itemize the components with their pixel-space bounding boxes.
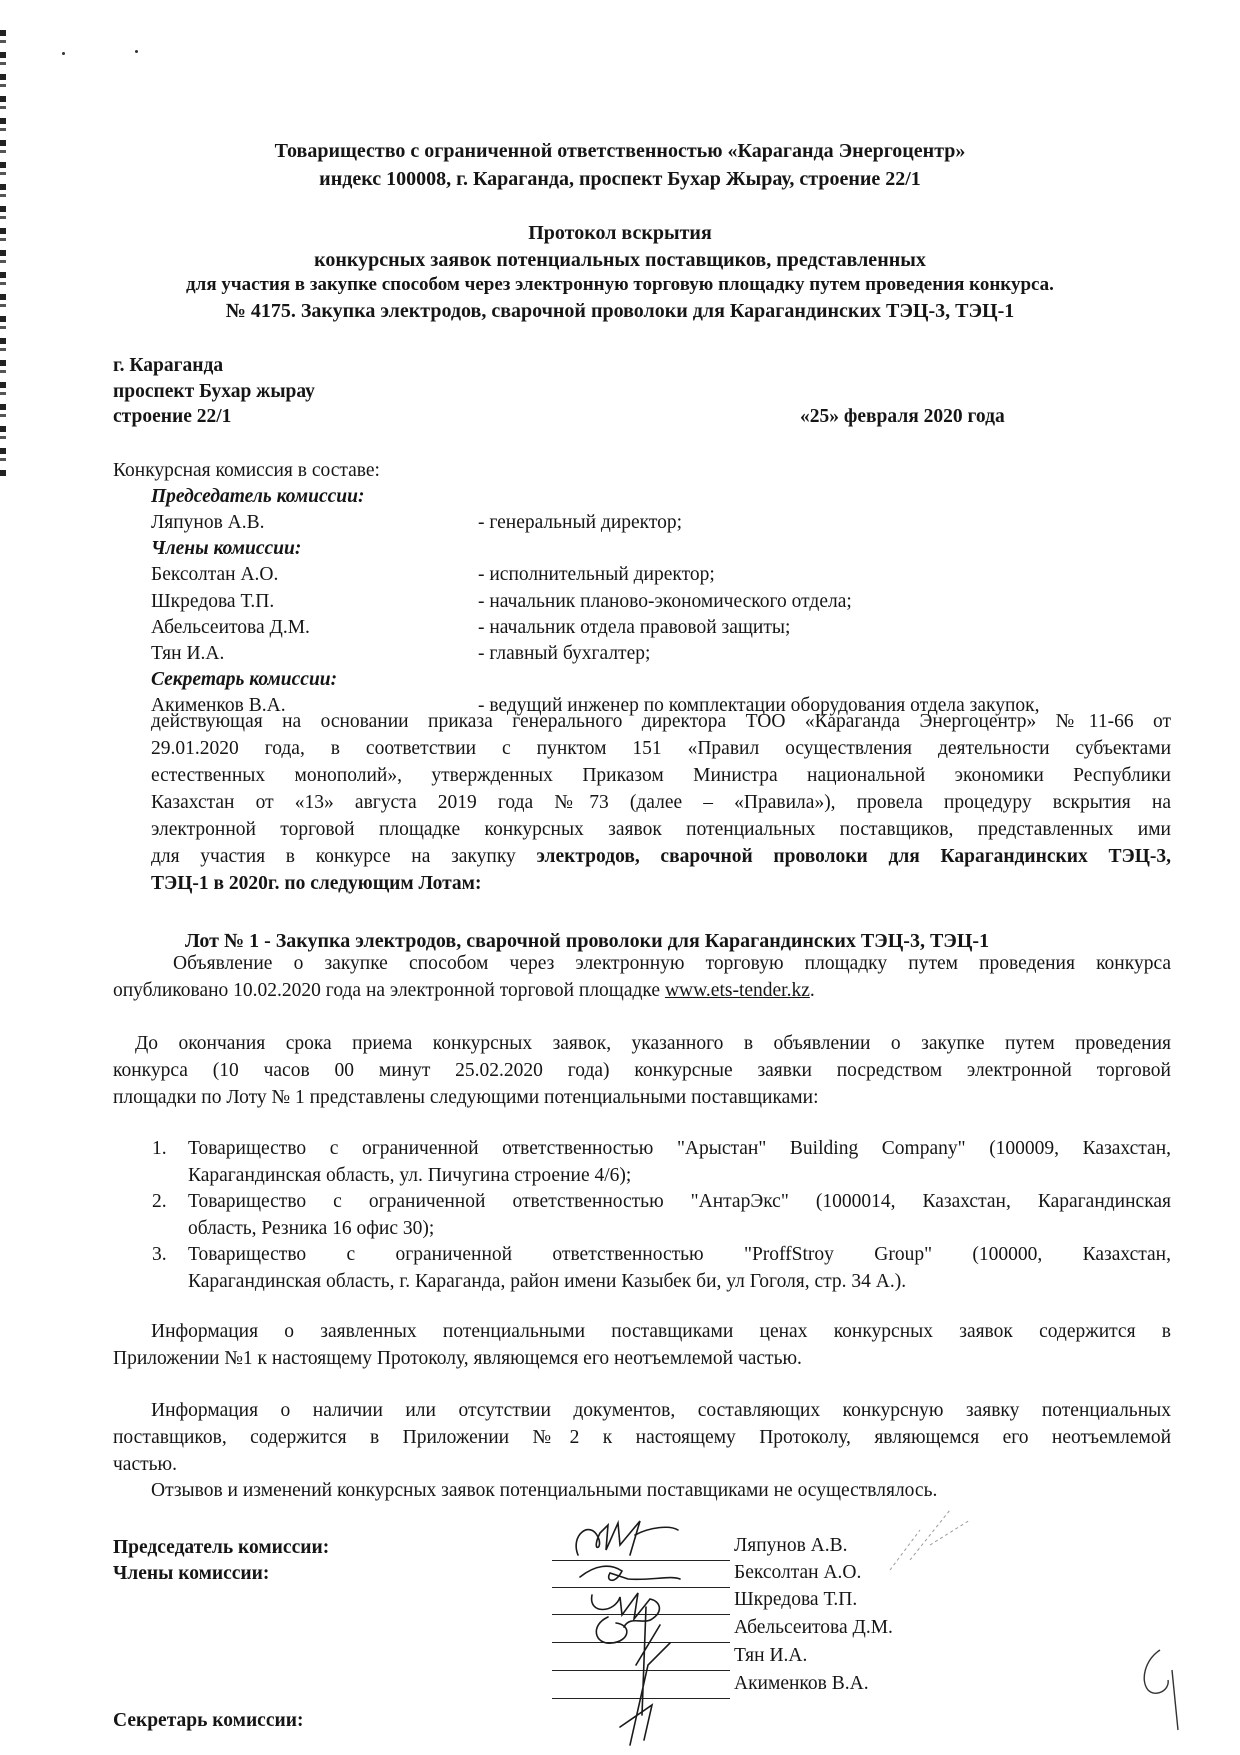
paragraph-line: Казахстан от «13» августа 2019 года №73 (далее – «Правила»), провела процедуру вскрытия на (151, 792, 1171, 813)
commission-intro: Конкурсная комиссия в составе: (113, 460, 380, 481)
chair-heading: Председатель комиссии: (151, 486, 365, 507)
document-date: «25» февраля 2020 года (800, 406, 1005, 427)
member-role: - главный бухгалтер; (478, 643, 651, 664)
title-line-4: № 4175. Закупка электродов, сварочной проволоки для Карагандинских ТЭЦ-3, ТЭЦ-1 (225, 300, 1015, 322)
supplier-line: Товарищество с ограниченной ответственностью "ProffStroy Group" (100000, Казахстан, (188, 1244, 1171, 1265)
member-name: Тян И.А. (151, 643, 225, 664)
place-street: проспект Бухар жырау (113, 381, 315, 402)
member-name: Бексолтан А.О. (151, 564, 279, 585)
paragraph-line: площадки по Лоту № 1 представлены следующими потенциальными поставщиками: (113, 1087, 819, 1108)
paragraph-line: частью. (113, 1454, 177, 1475)
document-title: Протокол вскрытия (528, 222, 712, 244)
deadline-paragraph (113, 1030, 1171, 1111)
signatory-name: Тян И.А. (734, 1645, 808, 1666)
scan-speck (135, 50, 138, 53)
paragraph-text: для участия в конкурсе на закупку (151, 846, 537, 867)
paragraph-text: опубликовано 10.02.2020 года на электронной торговой площадке (113, 980, 665, 1001)
supplier-line: Товарищество с ограниченной ответственностью "АнтарЭкс" (1000014, Казахстан, Карагандинская (188, 1191, 1171, 1212)
list-number: 2. (152, 1191, 167, 1212)
signatory-name: Абельсеитова Д.М. (734, 1617, 893, 1638)
supplier-item (188, 1135, 1171, 1189)
scan-speck (62, 52, 65, 55)
paragraph-line: Информация о наличии или отсутствии документов, составляющих конкурсную заявку потенциальных (151, 1400, 1171, 1421)
supplier-line: Карагандинская область, г. Караганда, район имени Казыбек би, ул Гоголя, стр. 34 А.). (188, 1271, 907, 1292)
corner-mark (1130, 1640, 1190, 1740)
supplier-item (188, 1188, 1171, 1242)
secretary-role: - ведущий инженер по комплектации оборудования отдела закупок, (478, 695, 1040, 716)
paragraph-line: До окончания срока приема конкурсных заявок, указанного в объявлении о закупке путем проведения (135, 1033, 1171, 1054)
paragraph-line: Объявление о закупке способом через электронную торговую площадку путем проведения конкурса (173, 953, 1171, 974)
handwritten-signatures (560, 1515, 720, 1755)
chair-signature-label: Председатель комиссии: (113, 1537, 330, 1558)
members-heading: Члены комиссии: (151, 538, 302, 559)
secretary-heading: Секретарь комиссии: (151, 669, 338, 690)
paragraph-line: поставщиков, содержится в Приложении №2 к настоящему Протоколу, являющемся его неотъемлемой (113, 1427, 1171, 1448)
secretary-signature-label: Секретарь комиссии: (113, 1710, 304, 1731)
members-signature-label: Члены комиссии: (113, 1563, 270, 1584)
supplier-item (188, 1241, 1171, 1295)
info-documents-paragraph (113, 1397, 1171, 1478)
secretary-name: Акименков В.А. (151, 695, 286, 716)
paragraph-line: электронной торговой площадке конкурсных заявок потенциальных поставщиков, представленных ими (151, 819, 1171, 840)
supplier-line: Товарищество с ограниченной ответственностью "Арыстан" Building Company" (100009, Казахстан, (188, 1138, 1171, 1159)
place-city: г. Караганда (113, 355, 224, 376)
ets-tender-link[interactable]: www.ets-tender.kz (664, 980, 810, 1001)
signatory-name: Шкредова Т.П. (734, 1589, 858, 1610)
member-name: Шкредова Т.П. (151, 591, 275, 612)
paragraph-line: конкурса (10 часов 00 минут 25.02.2020 года) конкурсные заявки посредством электронной торговой (113, 1060, 1171, 1081)
paragraph-line (113, 977, 1171, 1004)
member-role: - исполнительный директор; (478, 564, 715, 585)
info-prices-paragraph (113, 1318, 1171, 1372)
paragraph-bold-text: электродов, сварочной проволоки для Карагандинских ТЭЦ-3, (536, 846, 1171, 867)
member-name: Абельсеитова Д.М. (151, 617, 310, 638)
paragraph-line: Приложении №1 к настоящему Протоколу, являющемся его неотъемлемой частью. (113, 1348, 802, 1369)
supplier-line: Карагандинская область, ул. Пичугина строение 4/6); (188, 1165, 632, 1186)
signatory-name: Бексолтан А.О. (734, 1562, 862, 1583)
procedure-paragraph (151, 708, 1171, 897)
member-role: - начальник отдела правовой защиты; (478, 617, 791, 638)
signatory-name: Ляпунов А.В. (734, 1535, 848, 1556)
paragraph-line: Информация о заявленных потенциальными поставщиками ценах конкурсных заявок содержится в (151, 1321, 1171, 1342)
paragraph-line: действующая на основании приказа генерального директора ТОО «Караганда Энергоцентр» №11-66 от (151, 711, 1171, 732)
supplier-line: область, Резника 16 офис 30); (188, 1218, 435, 1239)
paragraph-line: естественных монополий», утвержденных Приказом Министра национальной экономики Республики (151, 765, 1171, 786)
list-number: 1. (152, 1138, 167, 1159)
faint-signature-mark (880, 1500, 980, 1580)
announcement-paragraph (113, 950, 1171, 1004)
chair-role: - генеральный директор; (478, 512, 683, 533)
title-line-3: для участия в закупке способом через электронную торговую площадку путем проведения конкурса. (186, 274, 1054, 295)
org-name: Товарищество с ограниченной ответственностью «Караганда Энергоцентр» (274, 140, 966, 162)
paragraph-text: . (809, 980, 815, 1001)
lot-title: Лот № 1 - Закупка электродов, сварочной проволоки для Карагандинских ТЭЦ-3, ТЭЦ-1 (185, 930, 990, 952)
no-changes-statement: Отзывов и изменений конкурсных заявок потенциальными поставщиками не осуществлялось. (151, 1480, 938, 1501)
paragraph-line (151, 843, 1171, 870)
title-line-2: конкурсных заявок потенциальных поставщиков, представленных (314, 249, 926, 271)
org-address: индекс 100008, г. Караганда, проспект Бухар Жырау, строение 22/1 (319, 168, 921, 190)
paragraph-line: 29.01.2020 года, в соответствии с пунктом 151 «Правил осуществления деятельности субъектами (151, 738, 1171, 759)
list-number: 3. (152, 1244, 167, 1265)
paragraph-line: ТЭЦ-1 в 2020г. по следующим Лотам: (151, 873, 482, 894)
member-role: - начальник планово-экономического отдела; (478, 591, 852, 612)
chair-name: Ляпунов А.В. (151, 512, 265, 533)
signatory-name: Акименков В.А. (734, 1673, 869, 1694)
place-building: строение 22/1 (113, 406, 232, 427)
